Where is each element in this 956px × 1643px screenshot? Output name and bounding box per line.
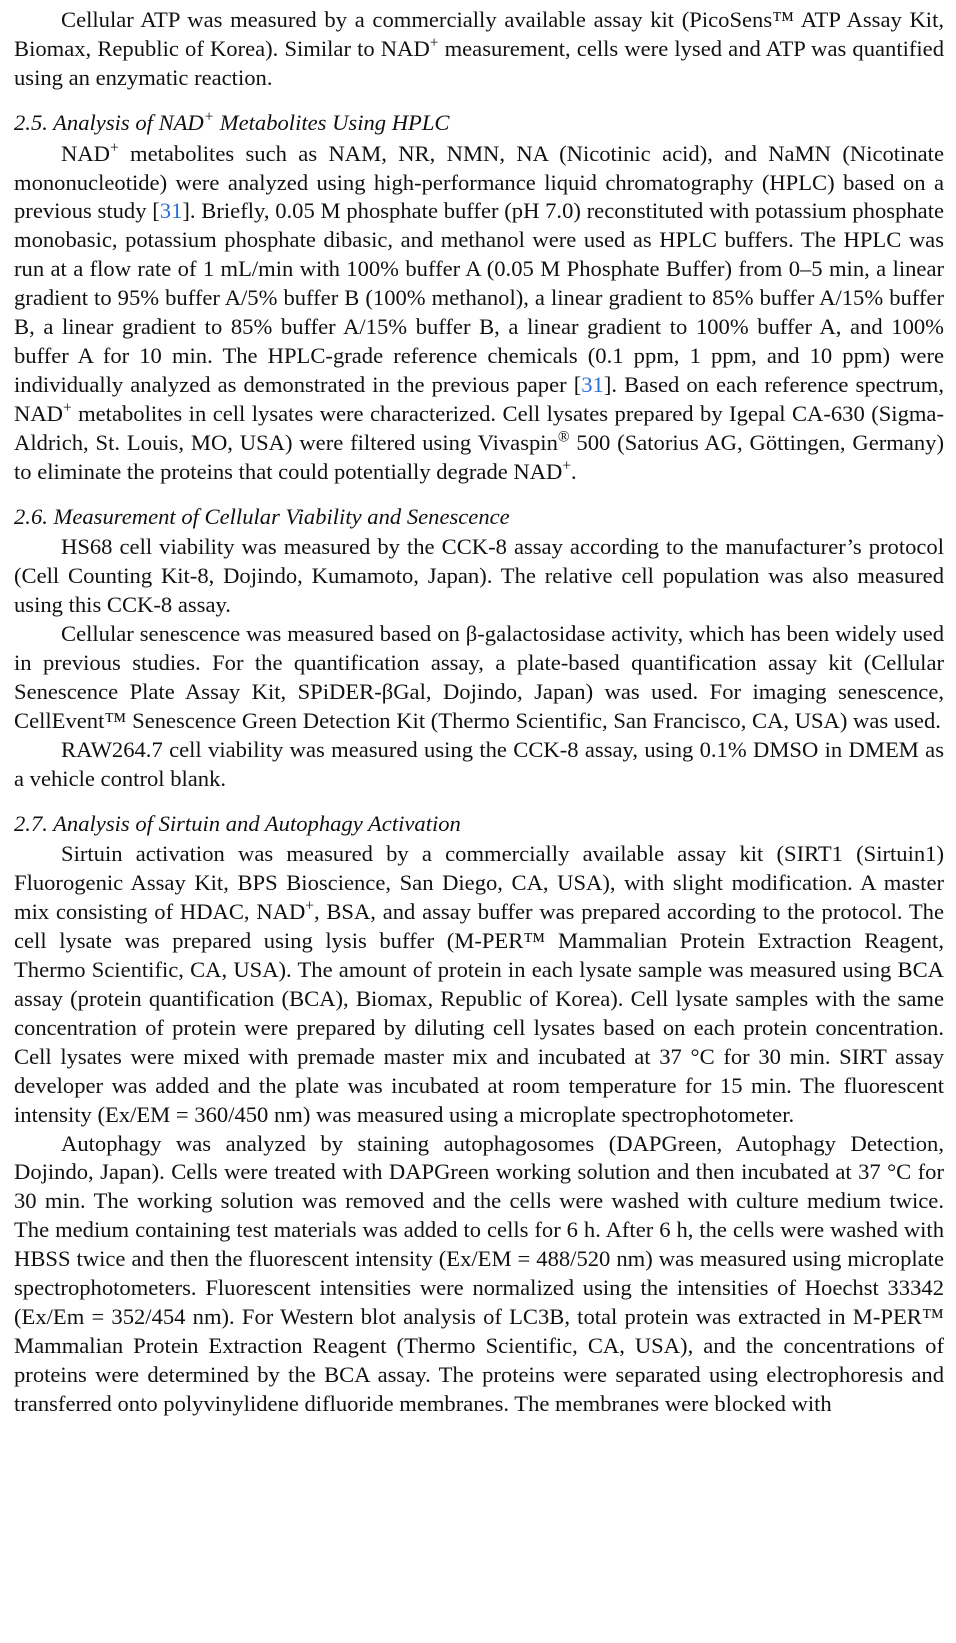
body-paragraph (14, 736, 944, 794)
superscript: + (109, 139, 119, 157)
text-run: 500 (Satorius AG, Göttingen, Germany) to eliminate the proteins that could potentially degrade NAD (14, 429, 944, 484)
text-run: Cellular ATP was measured by a commercially available assay kit (PicoSens™ ATP Assay Kit, Biomax, Republic of Korea). Similar to NAD (14, 7, 944, 61)
section-heading (14, 810, 944, 839)
article-body (14, 6, 944, 1419)
superscript: + (305, 897, 314, 915)
superscript: + (562, 457, 572, 475)
text-run: 2.7. Analysis of Sirtuin and Autophagy Activation (14, 810, 461, 836)
text-run: Cellular senescence was measured based on β-galactosidase activity, which has been widely used in previous studies. For the quantification assay, a plate-based quantification assay kit (Cellular Senescence Plate Assay Kit, SPiDER-βGal, Dojindo, Japan) was used. For imaging senescence, CellEvent™ Senescence Green Detection Kit (Thermo Scientific, San Francisco, CA, USA) was used. (14, 621, 944, 733)
text-run: HS68 cell viability was measured by the CCK-8 assay according to the manufacturer’s protocol (Cell Counting Kit-8, Dojindo, Kumamoto, Japan). The relative cell population was also measured using this CCK-8 assay. (14, 534, 944, 618)
text-run: , BSA, and assay buffer was prepared according to the protocol. The cell lysate was prepared using lysis buffer (M-PER™ Mammalian Protein Extraction Reagent, Thermo Scientific, CA, USA). The amount of protein in each lysate sample was measured using BCA assay (protein quantification (BCA), Biomax, Republic of Korea). Cell lysate samples with the same concentration of protein were prepared by diluting cell lysates based on each protein concentration. Cell lysates were mixed with premade master mix and incubated at 37 °C for 30 min. SIRT assay developer was added and the plate was incubated at room temperature for 15 min. The fluorescent intensity (Ex/EM = 360/450 nm) was measured using a microplate spectrophotometer. (14, 899, 944, 1127)
body-paragraph (14, 620, 944, 736)
text-run: NAD (61, 140, 110, 166)
citation-link[interactable]: 31 (159, 198, 183, 224)
text-run: Sirtuin activation was measured by a commercially available assay kit (SIRT1 (Sirtuin1) Fluorogenic Assay Kit, BPS Bioscience, San Diego, CA, USA), with slight modification. A master mix consisting of HDAC, NAD (14, 841, 944, 925)
superscript: ® (557, 428, 570, 446)
text-run: RAW264.7 cell viability was measured using the CCK-8 assay, using 0.1% DMSO in DMEM as a vehicle control blank. (14, 736, 944, 791)
citation-link[interactable]: 31 (581, 371, 604, 397)
section-heading (14, 503, 944, 532)
text-run: . (571, 458, 577, 484)
text-run: ]. Briefly, 0.05 M phosphate buffer (pH 7.0) reconstituted with potassium phosphate monobasic, potassium phosphate dibasic, and methanol were used as HPLC buffers. The HPLC was run at a flow rate of 1 mL/min with 100% buffer A (0.05 M Phosphate Buffer) from 0–5 min, a linear gradient to 95% buffer A/5% buffer B (100% methanol), a linear gradient to 85% buffer A/15% buffer B, a linear gradient to 85% buffer A/15% buffer B, a linear gradient to 100% buffer A, and 100% buffer A for 10 min. The HPLC-grade reference chemicals (0.1 ppm, 1 ppm, and 10 ppm) were individually analyzed as demonstrated in the previous paper [ (14, 198, 944, 397)
text-run: metabolites such as NAM, NR, NMN, NA (Nicotinic acid), and NaMN (Nicotinate mononucleotide) were analyzed using high-performance liquid chromatography (HPLC) based on a previous study [ (14, 140, 944, 224)
text-run: metabolites in cell lysates were characterized. Cell lysates prepared by Igepal CA-630 (Sigma-Aldrich, St. Louis, MO, USA) were filtered using Vivaspin (14, 400, 944, 455)
text-run: ]. Based on each reference spectrum, NAD (14, 371, 944, 426)
superscript: + (62, 399, 72, 417)
body-paragraph (14, 1130, 944, 1419)
text-run: 2.6. Measurement of Cellular Viability and Senescence (14, 503, 510, 529)
text-run: Metabolites Using HPLC (214, 109, 450, 135)
body-paragraph (14, 840, 944, 1129)
text-run: 2.5. Analysis of NAD (14, 109, 204, 135)
superscript: + (429, 34, 439, 52)
text-run: measurement, cells were lysed and ATP was quantified using an enzymatic reaction. (14, 35, 944, 90)
body-paragraph (14, 533, 944, 620)
body-paragraph (14, 140, 944, 487)
section-heading (14, 109, 944, 138)
body-paragraph (14, 6, 944, 93)
text-run: Autophagy was analyzed by staining autophagosomes (DAPGreen, Autophagy Detection, Dojindo, Japan). Cells were treated with DAPGreen working solution and then incubated at 37 °C for 30 min. The working solution was removed and the cells were washed with culture medium twice. The medium containing test materials was added to cells for 6 h. After 6 h, the cells were washed with HBSS twice and then the fluorescent intensity (Ex/EM = 488/520 nm) was measured using microplate spectrophotometers. Fluorescent intensities were normalized using the intensities of Hoechst 33342 (Ex/Em = 352/454 nm). For Western blot analysis of LC3B, total protein was extracted in M-PER™ Mammalian Protein Extraction Reagent (Thermo Scientific, CA, USA), and the concentrations of proteins were determined by the BCA assay. The proteins were separated using electrophoresis and transferred onto polyvinylidene difluoride membranes. The membranes were blocked with (14, 1130, 944, 1416)
superscript: + (203, 108, 215, 126)
